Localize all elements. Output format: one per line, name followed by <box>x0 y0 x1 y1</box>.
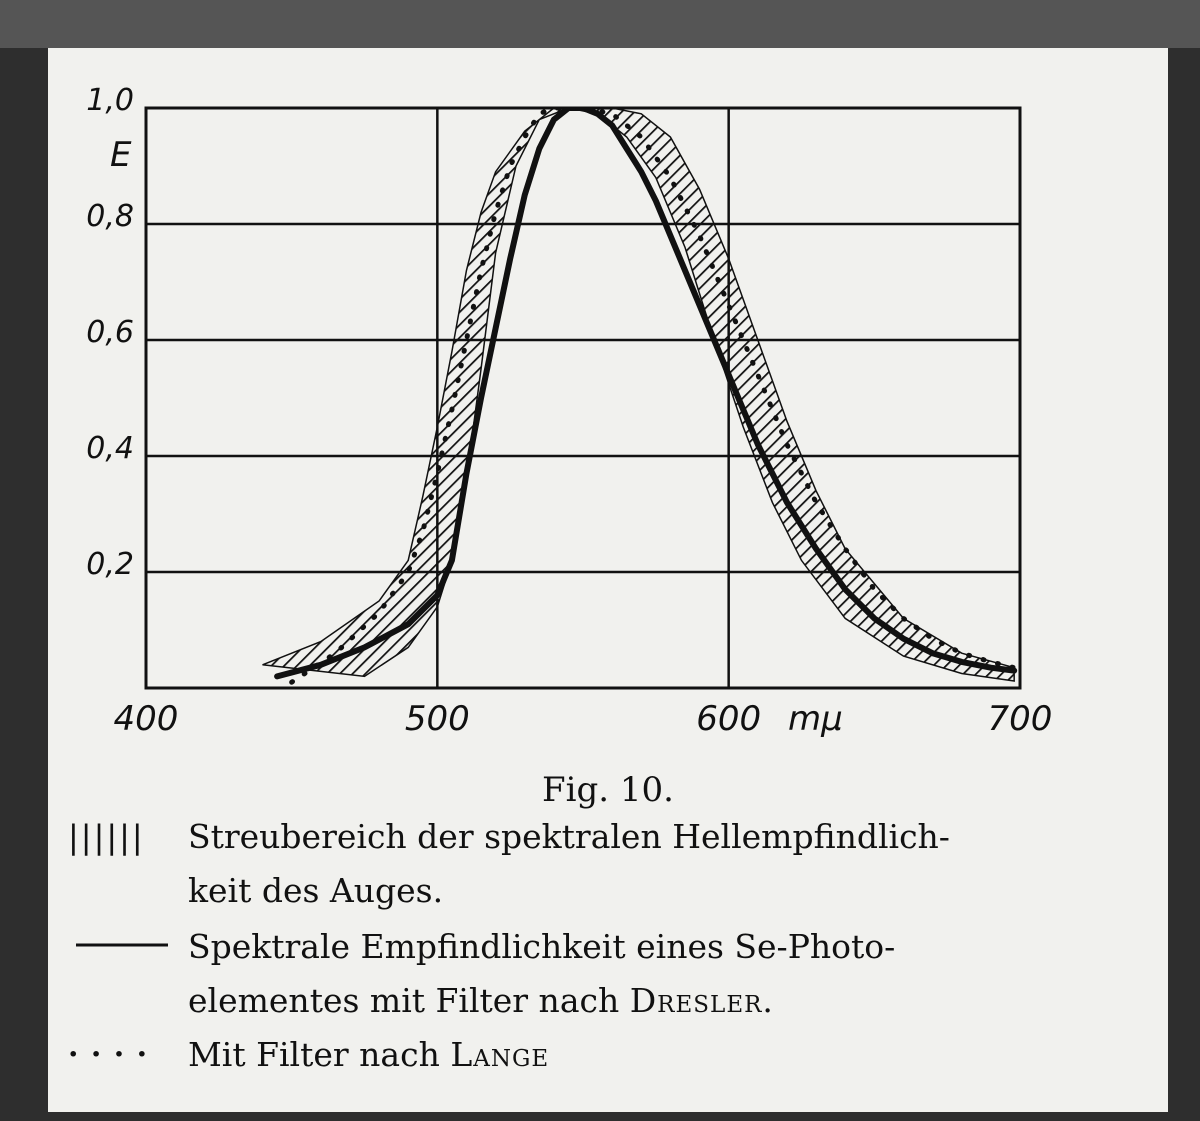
y-tick-label: 0,2 <box>86 547 134 582</box>
legend-solid-suffix: . <box>762 981 773 1020</box>
y-tick-label: 0,8 <box>86 199 134 234</box>
x-tick-label: 700 <box>987 699 1053 739</box>
y-tick-label: 0,4 <box>86 431 134 466</box>
legend-solid-prefix: elementes mit Filter nach <box>188 981 630 1020</box>
legend-band-text-1: Streubereich der spektralen Hellempfindlich- <box>188 817 950 856</box>
legend-dotted-prefix: Mit Filter nach <box>188 1035 451 1074</box>
legend-hatch-symbol: |||||| <box>68 818 145 856</box>
legend-solid-text-1: Spektrale Empfindlichkeit eines Se-Photo- <box>188 927 896 966</box>
y-tick-label: 0,6 <box>86 315 134 350</box>
legend-solid-line-symbol <box>68 920 178 974</box>
legend-dotted-author: Lange <box>450 1035 550 1074</box>
paper-card <box>48 48 1168 1112</box>
x-tick-label: 600 <box>696 699 762 739</box>
spectral-sensitivity-chart <box>48 48 1168 768</box>
y-tick-label: 1,0 <box>86 83 134 118</box>
legend-dotted-text <box>188 1028 1148 1082</box>
scatter-band-hatched <box>263 108 1015 681</box>
legend-band-text-2: keit des Auges. <box>188 871 444 910</box>
slide-top-band <box>0 0 1200 48</box>
y-axis-label: E <box>110 135 132 175</box>
x-tick-label: 400 <box>113 699 179 739</box>
x-axis-label: mμ <box>788 699 843 739</box>
legend-dotted-symbol: · · · · <box>68 1037 149 1072</box>
figure-caption: Fig. 10. <box>542 770 674 810</box>
series-layer <box>263 108 1015 682</box>
legend-solid-text-2 <box>188 974 1148 1028</box>
x-tick-label: 500 <box>404 699 470 739</box>
legend-solid-author: Dresler <box>629 981 763 1020</box>
x-axis-ticks <box>114 699 1053 739</box>
